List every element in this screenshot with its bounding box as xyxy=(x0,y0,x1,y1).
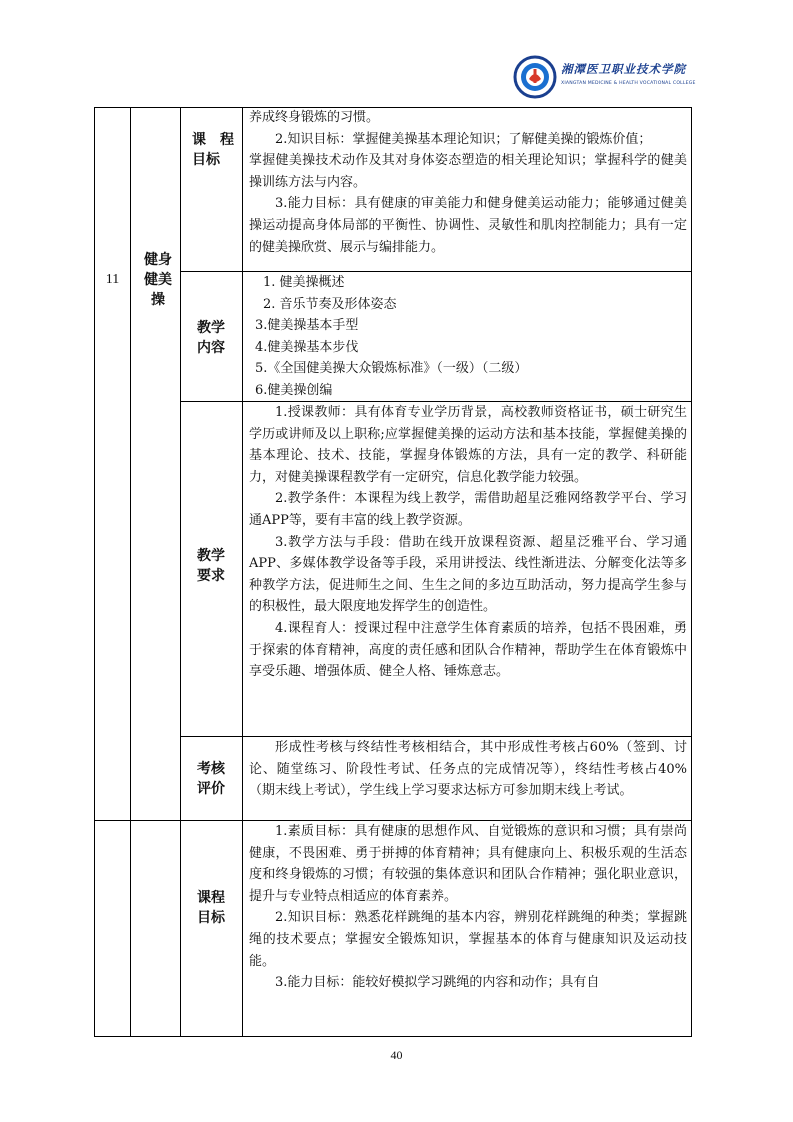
list-item: 1. 健美操概述 xyxy=(263,275,345,290)
row-number: 11 xyxy=(105,272,120,287)
objectives-label-2: 课程 目标 xyxy=(197,890,225,926)
list-item: 4.健美操基本步伐 xyxy=(255,339,359,355)
course-name: 健身 健美 操 xyxy=(144,252,172,308)
objectives-label: 课 程 目标 xyxy=(192,132,234,168)
content-list xyxy=(249,272,687,402)
list-item: 5.《全国健美操大众锻炼标准》（一级）（二级） xyxy=(255,361,528,377)
objectives-text-2: 1.素质目标：具有健康的思想作风、自觉锻炼的意识和习惯；具有崇尚健康，不畏困难、勇于拼搏的体育精神；具有健康向上、积极乐观的生活态度和终身锻炼的习惯；有较强的集体意识和团队合作精神；强化职业意识，提升与专业特点相适应的体育素养。 2.知识目标：熟悉花样跳绳的基本内容，辨别花样跳绳的种类；掌握跳绳的技术要点；掌握安全锻炼知识，掌握基本的体育与健康知识及运动技能。 3.能力目标：能较好模拟学习跳绳的内容和动作；具有自 xyxy=(249,824,687,991)
list-item: 2. 音乐节奏及形体姿态 xyxy=(263,296,397,312)
list-item: 6.健美操创编 xyxy=(255,382,333,398)
page-number: 40 xyxy=(390,1048,403,1062)
assessment-label: 考核 评价 xyxy=(197,761,225,797)
list-item: 3.健美操基本手型 xyxy=(255,318,359,334)
school-emblem-icon xyxy=(513,55,557,99)
school-logo xyxy=(513,55,696,99)
objectives-text: 养成终身锻炼的习惯。 2.知识目标：掌握健美操基本理论知识；了解健美操的锻炼价值； 掌握健美操技术动作及其对身体姿态塑造的相关理论知识；掌握科学的健美操训练方法与内容。 3.能力目标：具有健康的审美能力和健身健美运动能力；能够通过健美操运动提高身体局部的平衡性、协调性、灵敏性和肌肉控制能力；具有一定的健美操欣赏、展示与编排能力。 xyxy=(249,110,687,255)
requirements-text: 1.授课教师：具有体育专业学历背景，高校教师资格证书，硕士研究生学历或讲师及以上职称;应掌握健美操的运动方法和基本技能，掌握健美操的基本理论、技术、技能，掌握身体锻炼的方法，具有一定的教学、科研能力，对健美操课程教学有一定研究，信息化教学能力较强。 2.教学条件：本课程为线上教学，需借助超星泛雅网络教学平台、学习通APP等，要有丰富的线上教学资源。 3.教学方法与手段：借助在线开放课程资源、超星泛雅平台、学习通APP、多媒体教学设备等手段，采用讲授法、线性渐进法、分解变化法等多种教学方法，促进师生之间、生生之间的多边互助活动，努力提高学生参与的积极性，最大限度地发挥学生的创造性。 4.课程育人：授课过程中注意学生体育素质的培养，包括不畏困难，勇于探索的体育精神，高度的责任感和团队合作精神，帮助学生在体育锻炼中享受乐趣、增强体质、健全人格、锤炼意志。 xyxy=(249,405,687,680)
assessment-text: 形成性考核与终结性考核相结合，其中形成性考核占60%（签到、讨论、随堂练习、阶段性考试、任务点的完成情况等），终结性考核占40%（期末线上考试），学生线上学习要求达标方可参加期末线上考试。 xyxy=(249,740,687,799)
content-label: 教学 内容 xyxy=(197,320,225,356)
school-name: 湘潭医卫职业技术学院 xyxy=(561,62,686,76)
school-name-en: XIANGTAN MEDICINE & HEALTH VOCATIONAL COLLEGE xyxy=(561,81,696,86)
requirements-label: 教学 要求 xyxy=(197,548,225,584)
